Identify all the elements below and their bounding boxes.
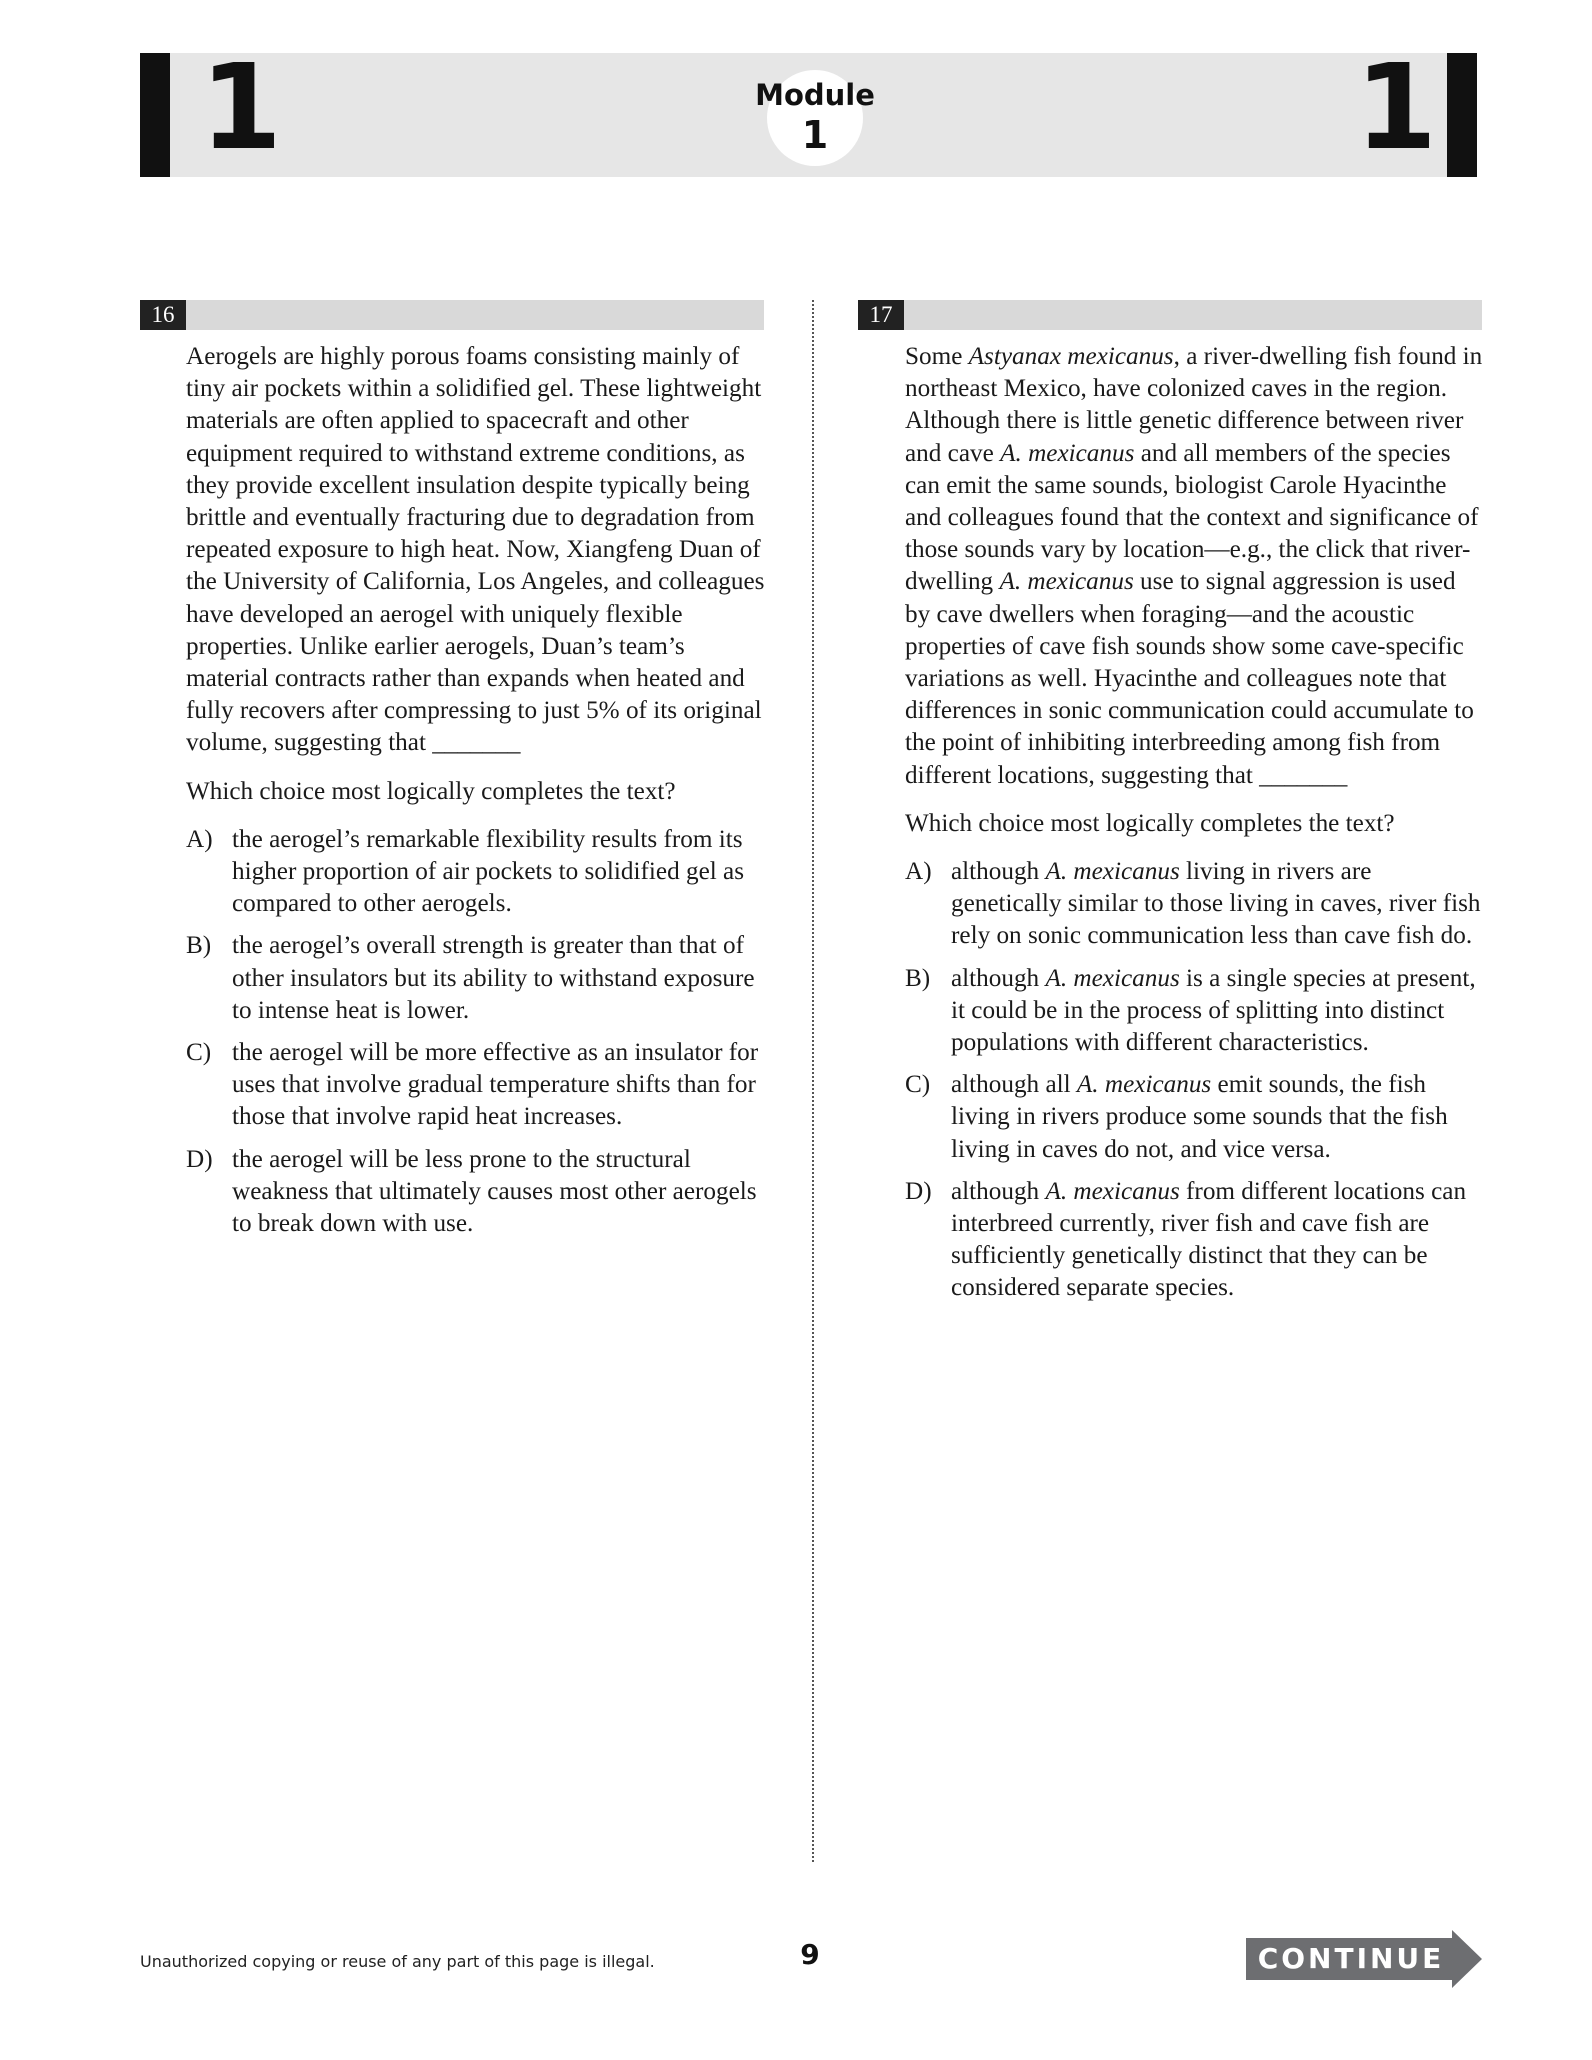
section-number-left: 1 [200, 38, 283, 176]
choice-text: although A. mexicanus from different locations can interbreed currently, river fish and cave fish are sufficiently genetically distinct that they can be considered separate species. [951, 1177, 1467, 1302]
continue-button[interactable]: CONTINUE [1257, 1942, 1445, 1975]
choice-text: the aerogel will be less prone to the structural weakness that ultimately causes most other aerogels to break down with use. [232, 1145, 757, 1238]
answer-choice-b[interactable] [905, 963, 1485, 1060]
choice-text: although A. mexicanus living in rivers are genetically similar to those living in caves, river fish rely on sonic communication less than cave fish do. [951, 858, 1481, 950]
choice-letter: B) [905, 964, 931, 992]
answer-choice-b[interactable] [186, 930, 766, 1027]
question-number: 16 [140, 300, 186, 330]
module-label: Module [755, 78, 875, 112]
copyright-notice: Unauthorized copying or reuse of any part of this page is illegal. [140, 1952, 655, 1971]
column-divider [812, 300, 814, 1862]
page-number: 9 [800, 1938, 820, 1971]
choice-letter: A) [905, 858, 932, 886]
choice-letter: D) [186, 1145, 213, 1173]
answer-choice-a[interactable] [905, 856, 1485, 953]
choice-letter: D) [905, 1177, 932, 1205]
answer-choice-a[interactable] [186, 824, 766, 921]
question-number: 17 [858, 300, 904, 330]
choice-letter: C) [186, 1039, 212, 1067]
question-16 [186, 341, 766, 1250]
question-prompt: Which choice most logically completes the text? [905, 809, 1395, 837]
module-number: 1 [801, 113, 829, 157]
answer-choice-c[interactable] [186, 1037, 766, 1134]
question-prompt: Which choice most logically completes the text? [186, 777, 676, 805]
header-left-bar [140, 53, 170, 177]
choice-text: the aerogel will be more effective as an insulator for uses that involve gradual temperature shifts than for those that involve rapid heat increases. [232, 1039, 759, 1131]
answer-choice-d[interactable] [905, 1176, 1485, 1305]
choice-text: the aerogel’s remarkable flexibility results from its higher proportion of air pockets to solidified gel as compared to other aerogels. [232, 825, 745, 918]
choice-letter: C) [905, 1071, 931, 1099]
choice-text: although all A. mexicanus emit sounds, the fish living in rivers produce some sounds that the fish living in caves do not, and vice versa. [951, 1071, 1448, 1163]
section-number-right: 1 [1355, 38, 1438, 176]
header-right-bar [1447, 53, 1477, 177]
question-header-16 [140, 300, 764, 330]
question-passage: Aerogels are highly porous foams consisting mainly of tiny air pockets within a solidified gel. These lightweight materials are often applied to spacecraft and other equipment required to withstand extreme conditions, as they provide excellent insulation despite typically being brittle and eventually fracturing due to degradation from repeated exposure to high heat. Now, Xiangfeng Duan of the University of California, Los Angeles, and colleagues have developed an aerogel with uniquely flexible properties. Unlike earlier aerogels, Duan’s team’s material contracts rather than expands when heated and fully recovers after compressing to just 5% of its original volume, suggesting that _______ [186, 343, 765, 757]
choice-text: although A. mexicanus is a single species at present, it could be in the process of splitting into distinct populations with different characteristics. [951, 964, 1476, 1057]
answer-choice-c[interactable] [905, 1069, 1485, 1166]
answer-choice-d[interactable] [186, 1144, 766, 1241]
choice-text: the aerogel’s overall strength is greater than that of other insulators but its ability to withstand exposure to intense heat is lower. [232, 932, 755, 1024]
choice-letter: A) [186, 825, 213, 853]
question-header-17 [858, 300, 1482, 330]
choice-letter: B) [186, 932, 212, 960]
question-17 [905, 341, 1485, 1315]
question-passage: Some Astyanax mexicanus, a river-dwelling fish found in northeast Mexico, have colonized caves in the region. Although there is little genetic difference between river and cave A. mexicanus and all members of the species can emit the same sounds, biologist Carole Hyacinthe and colleagues found that the context and significance of those sounds vary by location—e.g., the click that river-dwelling A. mexicanus use to signal aggression is used by cave dwellers when foraging—and the acoustic properties of cave fish sounds show some cave-specific variations as well. Hyacinthe and colleagues note that differences in sonic communication could accumulate to the point of inhibiting interbreeding among fish from different locations, suggesting that _______ [905, 343, 1483, 789]
